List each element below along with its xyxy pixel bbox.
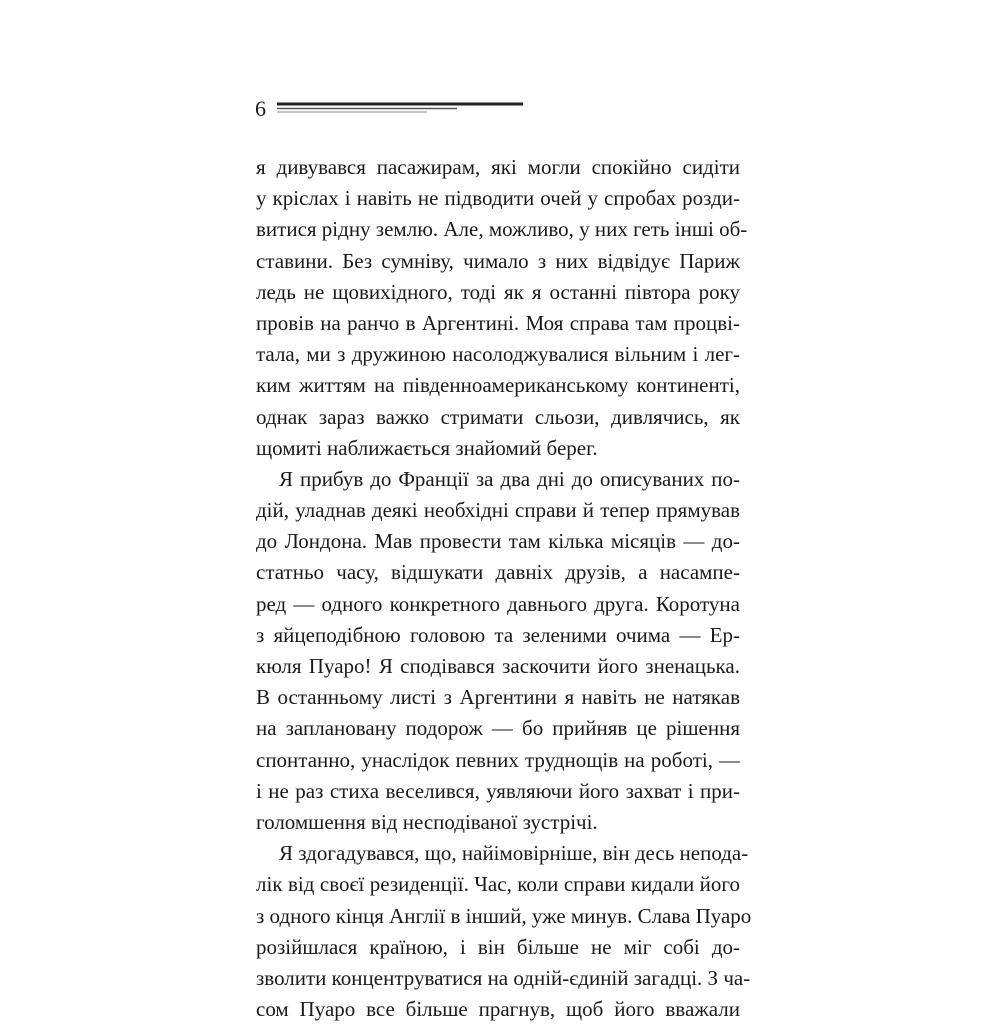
text-line: до Лондона. Мав провести там кілька місяців — до- [256,529,740,554]
text-line: ким життям на південноамериканському континенті, [256,373,740,398]
text-line: однак зараз важко стримати сльози, дивлячись, як [256,404,740,429]
text-line: В останньому листі з Аргентини я навіть не натякав [256,685,740,710]
text-line: з яйцеподібною головою та зеленими очима — Ер- [256,622,740,647]
text-line: статньо часу, відшукати давніх друзів, а насампе- [256,560,740,585]
text-line: тала, ми з дружиною насолоджувалися вільним і лег- [256,342,740,367]
paragraph [256,464,740,838]
page-number: 6 [255,96,266,121]
text-line: ред — одного конкретного давнього друга. Коротуна [256,591,740,616]
text-line: розійшлася країною, і він більше не міг собі до- [256,934,740,959]
text-line: я дивувався пасажирам, які могли спокійно сидіти [256,155,740,179]
text-line: ставини. Без сумніву, чимало з них відвідує Париж [256,248,740,273]
text-line: сом Пуаро все більше прагнув, щоб його вважали [256,997,740,1022]
text-line: дій, уладнав деякі необхідні справи й тепер прямував [256,498,740,523]
header-rule-ornament [277,101,523,115]
text-line: щомиті наближається знайомий берег. [256,435,598,460]
text-line: провів на ранчо в Аргентині. Моя справа там процві- [256,310,740,335]
text-line: спонтанно, унаслідок певних труднощів на роботі, — [256,747,740,772]
text-line: голомшення від несподіваної зустрічі. [256,809,598,834]
text-line: Я здогадувався, що, найімовірніше, він десь неподa- [279,841,749,866]
text-line: на заплановану подорож — бо прийняв це рішення [256,716,740,741]
text-line: з одного кінця Англії в інший, уже минув. Слава Пуаро [256,903,752,928]
text-line: у кріслах і навіть не підводити очей у спробах розди- [256,186,740,211]
text-line: ледь не щовихідного, тоді як я останні півтора року [256,279,740,304]
text-line: лік від своєї резиденції. Час, коли справи кидали його [256,872,740,897]
text-line: витися рідну землю. Але, можливо, у них геть інші об- [256,217,748,242]
text-line: Я прибув до Франції за два дні до описуваних по- [279,466,740,491]
text-line: зволити концентруватися на одній-єдиній загадці. З ча- [256,965,751,990]
page-header [255,96,525,126]
paragraph [256,838,752,1025]
paragraph [256,152,748,464]
body-text [256,152,752,1025]
text-line: кюля Пуаро! Я сподівався заскочити його зненацька. [256,654,740,678]
text-line: і не раз стиха веселився, уявляючи його захват і при- [256,778,740,803]
